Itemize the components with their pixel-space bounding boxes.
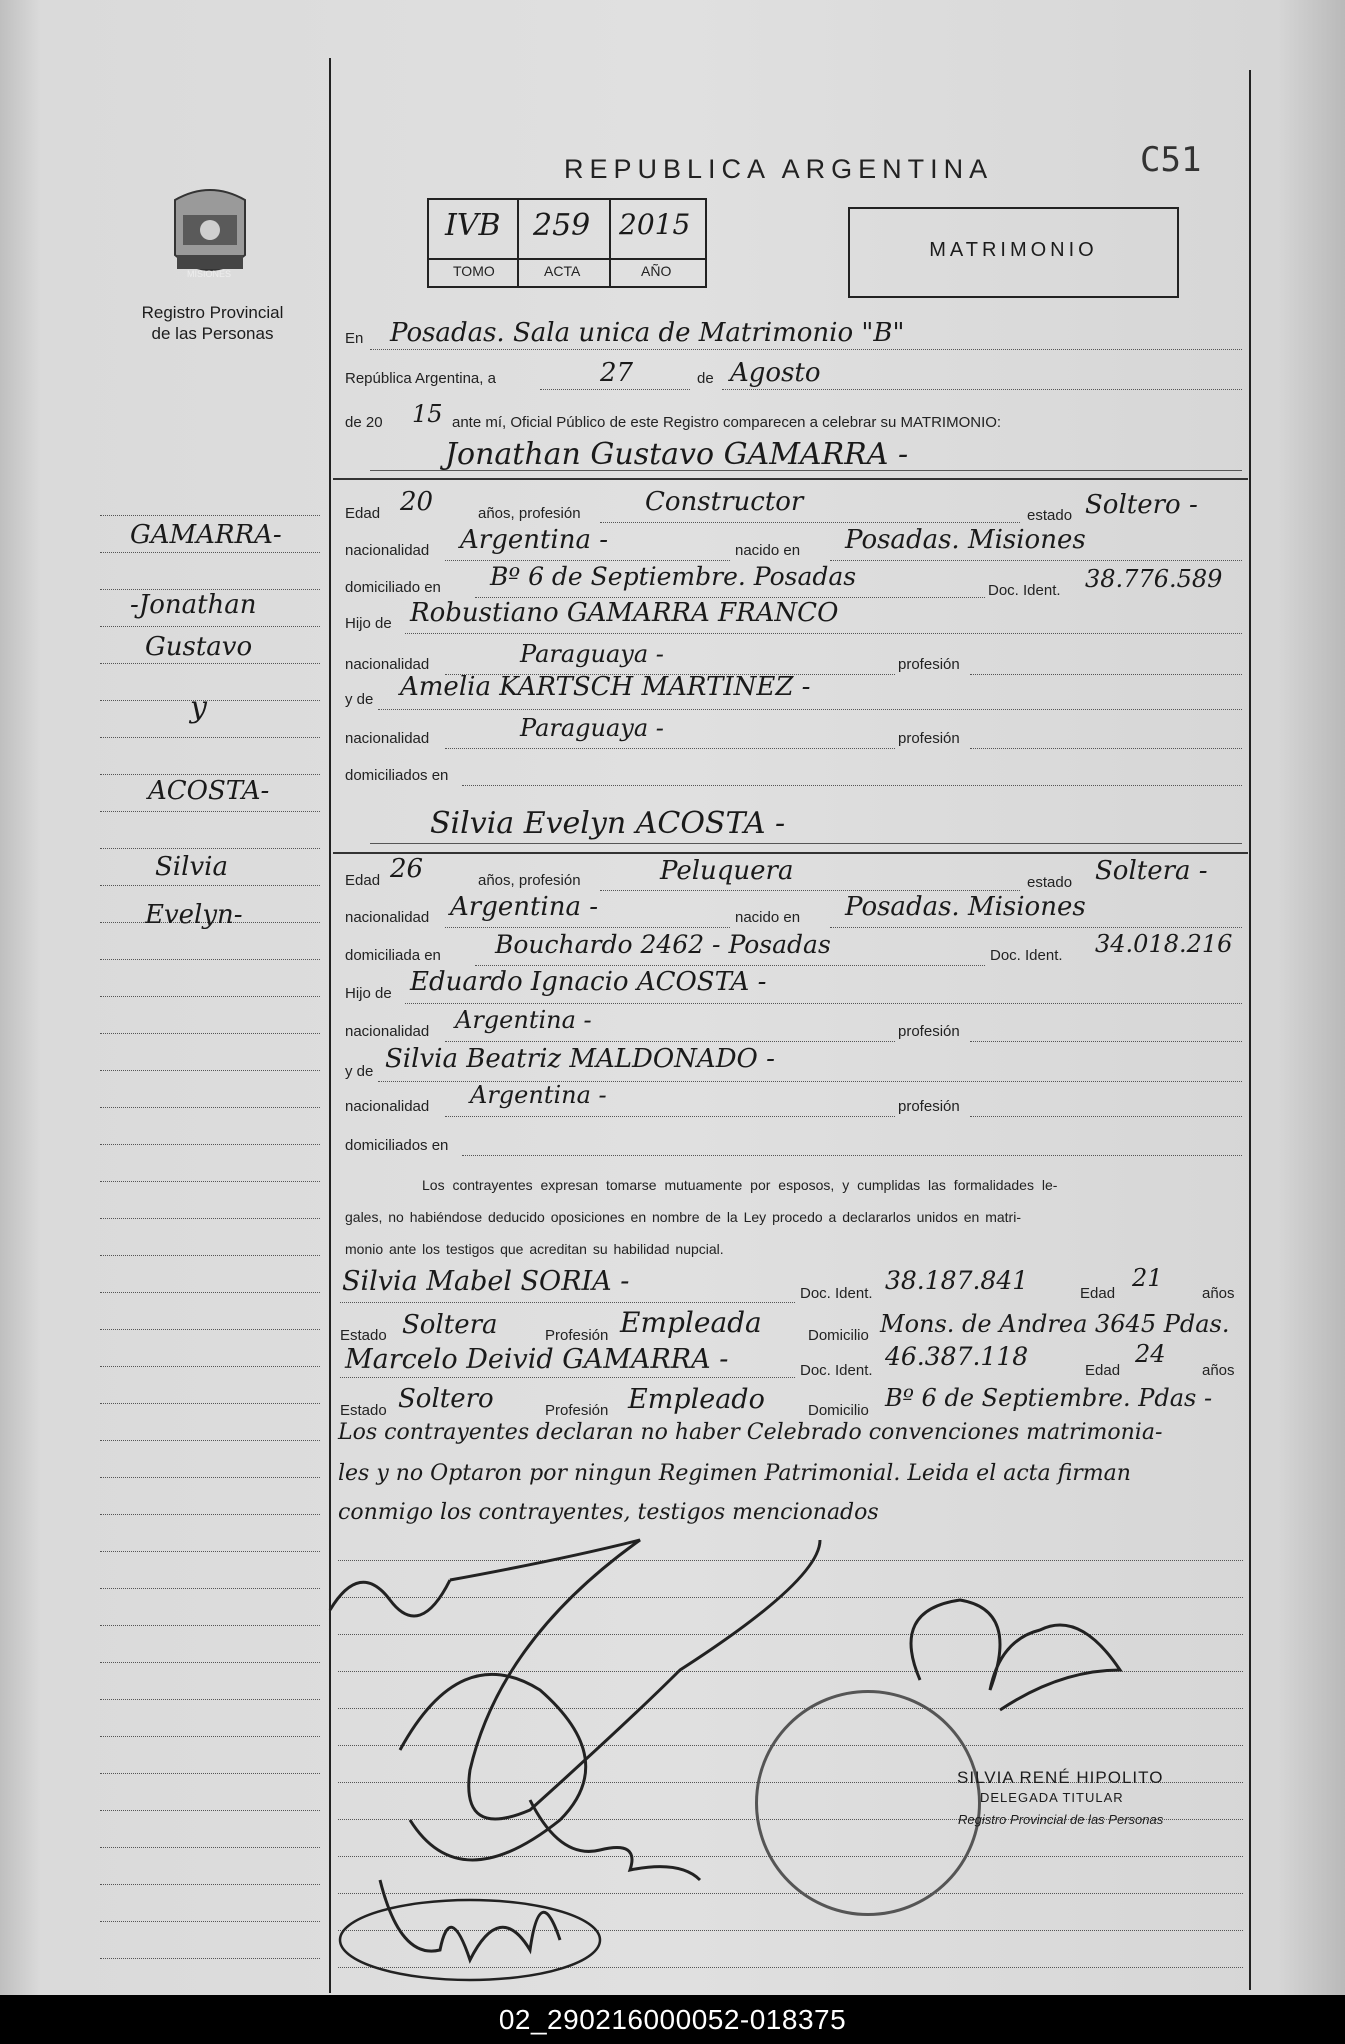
official-seal <box>755 1690 981 1916</box>
bride-father-nat-line <box>445 1041 895 1042</box>
witness2-doc: 46.387.118 <box>885 1342 1029 1371</box>
groom-birthplace-line <box>830 560 1242 561</box>
groom-doc: 38.776.589 <box>1085 565 1223 593</box>
bride-mother-nat-label: nacionalidad <box>345 1098 430 1115</box>
intro-statement: ante mí, Oficial Público de este Registro comparecen a celebrar su MATRIMONIO: <box>452 414 1002 431</box>
margin-ruled-line <box>100 1033 320 1034</box>
margin-ruled-line <box>100 663 320 664</box>
groom-estado: Soltero - <box>1085 490 1198 520</box>
witness1-edad-label: Edad <box>1080 1285 1116 1302</box>
bride-nacionalidad-label: nacionalidad <box>345 909 430 926</box>
margin-ruled-line <box>100 737 320 738</box>
closing-line-3: monio ante los testigos que acreditan su habilidad nupcial. <box>345 1241 724 1257</box>
bride-estado-label: estado <box>1027 874 1073 891</box>
bride-father-nat: Argentina - <box>455 1006 592 1034</box>
month-line <box>722 389 1242 390</box>
groom-estado-label: estado <box>1027 507 1073 524</box>
groom-mother-line <box>378 709 1242 710</box>
margin-ruled-line <box>100 700 320 701</box>
margin-given-bride-2: Evelyn- <box>145 900 243 930</box>
closing-line-2: gales, no habiéndose deducido oposiciones en nombre de la Ley procedo a declararlos unidos en matri- <box>345 1209 1021 1225</box>
margin-ruled-line <box>100 1588 320 1589</box>
groom-father-nat-label: nacionalidad <box>345 656 430 673</box>
bride-name-line <box>370 843 1242 844</box>
margin-ruled-line <box>100 552 320 553</box>
bride-domiciliada-label: domiciliada en <box>345 947 441 964</box>
de-label: de <box>697 370 714 387</box>
country-title: REPUBLICA ARGENTINA <box>564 154 994 184</box>
margin-ruled-line <box>100 848 320 849</box>
witness2-profesion-label: Profesión <box>545 1402 609 1419</box>
groom-domiciliados-label: domiciliados en <box>345 767 449 784</box>
margin-ruled-line <box>100 1218 320 1219</box>
closing-line-1: Los contrayentes expresan tomarse mutuamente por esposos, y cumplidas las formalidades le- <box>422 1177 1058 1193</box>
witness1-age: 21 <box>1132 1264 1163 1292</box>
witness2-domicilio-label: Domicilio <box>808 1402 869 1419</box>
en-label: En <box>345 330 364 347</box>
note-line-1: Los contrayentes declaran no haber Celebrado convenciones matrimonia- <box>338 1420 1163 1445</box>
margin-ruled-line <box>100 1773 320 1774</box>
day-value: 27 <box>600 358 634 388</box>
year-prefix: de 20 <box>345 414 383 431</box>
margin-ruled-line <box>100 959 320 960</box>
margin-ruled-line <box>100 1514 320 1515</box>
margin-ruled-line <box>100 1736 320 1737</box>
margin-ruled-line <box>100 1810 320 1811</box>
margin-ruled-line <box>100 1551 320 1552</box>
officer-stamp-name: SILVIA RENÉ HIPOLITO <box>957 1768 1164 1787</box>
margin-ruled-line <box>100 1181 320 1182</box>
margin-ruled-line <box>100 1921 320 1922</box>
right-margin-rule <box>1249 70 1251 1990</box>
margin-given-groom-2: Gustavo <box>145 632 253 662</box>
month-value: Agosto <box>730 358 821 388</box>
witness2-estado: Soltero <box>398 1384 494 1414</box>
margin-ruled-line <box>100 626 320 627</box>
witness1-doc: 38.187.841 <box>885 1266 1029 1295</box>
margin-surname-groom: GAMARRA- <box>130 520 282 550</box>
bride-estado: Soltera - <box>1095 856 1208 886</box>
groom-parents-address-line <box>462 785 1242 786</box>
officer-stamp-office: Registro Provincial de las Personas <box>958 1812 1164 1827</box>
seal-label: MISIONES <box>187 269 232 279</box>
bride-nationality-line <box>445 927 730 928</box>
margin-ruled-line <box>100 1292 320 1293</box>
margin-conjunction: y <box>190 690 207 725</box>
witness1-estado-label: Estado <box>340 1327 387 1344</box>
witness1-name: Silvia Mabel SORIA - <box>342 1266 630 1297</box>
witness1-estado: Soltera <box>402 1310 498 1340</box>
witness2-anos-label: años <box>1202 1362 1235 1379</box>
anio-value: 2015 <box>619 208 691 241</box>
witness2-profession: Empleado <box>628 1384 765 1415</box>
groom-age: 20 <box>400 487 434 517</box>
year-value: 15 <box>412 400 443 428</box>
groom-domiciliado-label: domiciliado en <box>345 579 441 596</box>
bride-father: Eduardo Ignacio ACOSTA - <box>410 967 767 997</box>
groom-mother-nat-line <box>445 748 895 749</box>
place-line <box>370 349 1242 350</box>
groom-address: Bº 6 de Septiembre. Posadas <box>490 562 857 591</box>
groom-father-line <box>405 633 1242 634</box>
bride-profession-line <box>600 890 1020 891</box>
groom-doc-label: Doc. Ident. <box>988 582 1061 599</box>
groom-mother-prof-label: profesión <box>898 730 960 747</box>
place-value: Posadas. Sala unica de Matrimonio "B" <box>390 318 905 348</box>
witness2-edad-label: Edad <box>1085 1362 1121 1379</box>
bride-parents-address-line <box>462 1155 1242 1156</box>
bride-age: 26 <box>390 854 424 884</box>
footer-code: 02_290216000052-018375 <box>0 1995 1345 2044</box>
acta-value: 259 <box>533 208 591 243</box>
witness2-name-line <box>340 1377 795 1378</box>
bride-mother-prof-line <box>970 1116 1242 1117</box>
section-rule-2 <box>333 852 1248 854</box>
margin-ruled-line <box>100 1255 320 1256</box>
margin-ruled-line <box>100 1070 320 1071</box>
margin-ruled-line <box>100 1440 320 1441</box>
registry-name: Registro Provincial de las Personas <box>141 303 284 343</box>
witness2-address: Bº 6 de Septiembre. Pdas - <box>885 1384 1213 1412</box>
tomo-value: IVB <box>445 208 501 243</box>
groom-mother-prof-line <box>970 748 1242 749</box>
bride-doc: 34.018.216 <box>1095 930 1233 958</box>
margin-ruled-line <box>100 1699 320 1700</box>
groom-mother-nat: Paraguaya - <box>520 714 664 742</box>
margin-ruled-line <box>100 1329 320 1330</box>
bride-address: Bouchardo 2462 - Posadas <box>495 930 831 959</box>
officer-stamp-title: DELEGADA TITULAR <box>980 1790 1124 1805</box>
bride-nationality: Argentina - <box>450 892 599 922</box>
groom-profession-line <box>600 522 1020 523</box>
signatures <box>300 1520 1200 1990</box>
witness2-name: Marcelo Deivid GAMARRA - <box>345 1344 729 1375</box>
margin-ruled-line <box>100 885 320 886</box>
bride-mother-nat: Argentina - <box>470 1081 607 1109</box>
margin-given-bride-1: Silvia <box>155 852 228 882</box>
margin-ruled-line <box>100 1107 320 1108</box>
groom-anos-label: años, profesión <box>478 505 581 522</box>
acta-label: ACTA <box>544 263 581 279</box>
groom-edad-label: Edad <box>345 505 381 522</box>
groom-yde-label: y de <box>345 691 374 708</box>
groom-nacionalidad-label: nacionalidad <box>345 542 430 559</box>
margin-ruled-line <box>100 515 320 516</box>
margin-ruled-line <box>100 996 320 997</box>
margin-ruled-line <box>100 1366 320 1367</box>
bride-profession: Peluquera <box>660 856 794 886</box>
section-rule-1 <box>333 478 1248 480</box>
tomo-acta-anio-box <box>427 198 707 288</box>
act-type-label: MATRIMONIO <box>929 239 1098 261</box>
bride-father-prof-label: profesión <box>898 1023 960 1040</box>
witness2-doc-label: Doc. Ident. <box>800 1362 873 1379</box>
bride-edad-label: Edad <box>345 872 381 889</box>
registry-seal <box>165 185 255 285</box>
groom-nationality: Argentina - <box>460 525 609 555</box>
margin-ruled-line <box>100 1884 320 1885</box>
groom-nationality-line <box>445 560 730 561</box>
bride-nacido-label: nacido en <box>735 909 801 926</box>
groom-profession: Constructor <box>645 487 804 517</box>
bride-birthplace-line <box>830 927 1242 928</box>
margin-ruled-line <box>100 1662 320 1663</box>
bride-mother-nat-line <box>445 1116 895 1117</box>
bride-father-line <box>405 1003 1242 1004</box>
witness1-anos-label: años <box>1202 1285 1235 1302</box>
margin-given-groom-1: -Jonathan <box>130 590 257 620</box>
groom-mother-nat-label: nacionalidad <box>345 730 430 747</box>
bride-mother: Silvia Beatriz MALDONADO - <box>385 1044 775 1074</box>
witness1-domicilio-label: Domicilio <box>808 1327 869 1344</box>
witness1-profesion-label: Profesión <box>545 1327 609 1344</box>
witness1-doc-label: Doc. Ident. <box>800 1285 873 1302</box>
margin-surname-bride: ACOSTA- <box>148 776 270 806</box>
margin-ruled-line <box>100 1144 320 1145</box>
note-line-3: conmigo los contrayentes, testigos mencionados <box>338 1500 879 1525</box>
bride-father-nat-label: nacionalidad <box>345 1023 430 1040</box>
bride-doc-label: Doc. Ident. <box>990 947 1063 964</box>
margin-ruled-line <box>100 1403 320 1404</box>
bride-father-prof-line <box>970 1041 1242 1042</box>
groom-father: Robustiano GAMARRA FRANCO <box>410 598 839 628</box>
tomo-label: TOMO <box>453 263 495 279</box>
bride-mother-prof-label: profesión <box>898 1098 960 1115</box>
witness2-estado-label: Estado <box>340 1402 387 1419</box>
margin-ruled-line <box>100 1625 320 1626</box>
witness1-name-line <box>340 1302 795 1303</box>
day-line <box>540 389 690 390</box>
bride-anos-label: años, profesión <box>478 872 581 889</box>
bride-hijo-label: Hijo de <box>345 985 392 1002</box>
bride-birthplace: Posadas. Misiones <box>845 892 1086 922</box>
groom-father-prof-label: profesión <box>898 656 960 673</box>
bride-yde-label: y de <box>345 1063 374 1080</box>
margin-ruled-line <box>100 811 320 812</box>
bride-name: Silvia Evelyn ACOSTA - <box>430 806 786 841</box>
witness1-profession: Empleada <box>620 1306 762 1339</box>
margin-ruled-line <box>100 1477 320 1478</box>
groom-nacido-label: nacido en <box>735 542 801 559</box>
groom-hijo-label: Hijo de <box>345 615 392 632</box>
margin-ruled-line <box>100 774 320 775</box>
folio-number: C51 <box>1140 140 1202 180</box>
groom-birthplace: Posadas. Misiones <box>845 525 1086 555</box>
witness1-address: Mons. de Andrea 3645 Pdas. <box>880 1310 1230 1338</box>
margin-ruled-line <box>100 1958 320 1959</box>
bride-domiciliados-label: domiciliados en <box>345 1137 449 1154</box>
margin-ruled-line <box>100 1847 320 1848</box>
bride-address-line <box>475 965 985 966</box>
anio-label: AÑO <box>641 263 672 279</box>
act-type-box <box>848 207 1179 298</box>
groom-father-nat: Paraguaya - <box>520 640 664 668</box>
groom-mother: Amelia KARTSCH MARTINEZ - <box>400 672 811 702</box>
note-line-2: les y no Optaron por ningun Regimen Patrimonial. Leida el acta firman <box>338 1461 1131 1486</box>
witness2-age: 24 <box>1135 1340 1166 1368</box>
groom-father-prof-line <box>970 674 1242 675</box>
groom-name: Jonathan Gustavo GAMARRA - <box>445 437 909 472</box>
republica-label: República Argentina, a <box>345 370 496 387</box>
